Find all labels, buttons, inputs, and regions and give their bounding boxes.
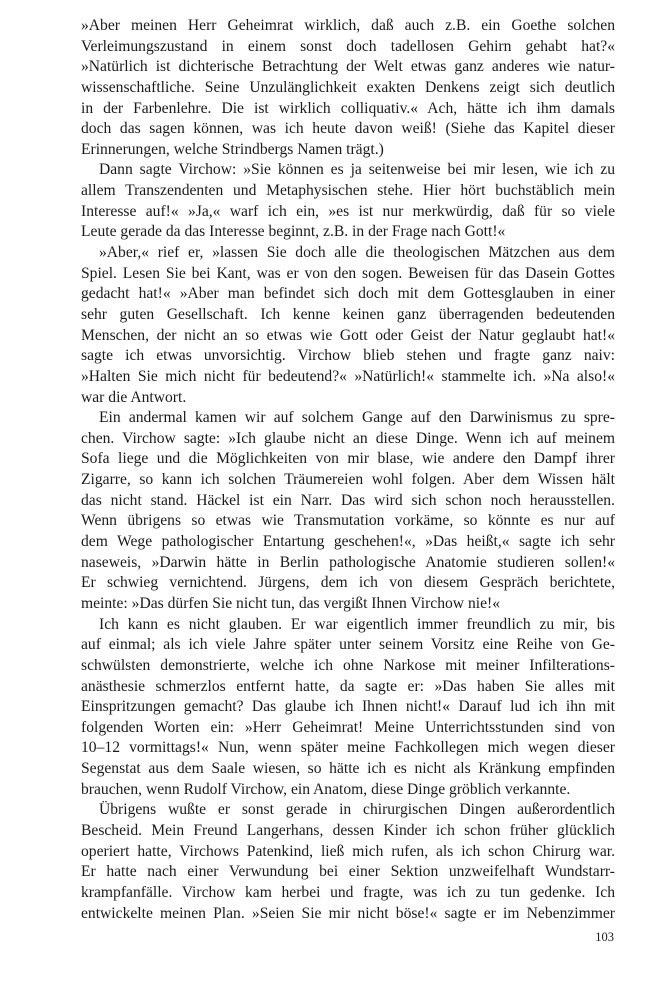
- text-line: Bescheid. Mein Freund Langerhans, dessen Kinder ich schon früher glücklich: [81, 821, 615, 839]
- text-line: schwülsten demonstrierte, welche ich ohne Narkose mit meiner Infilterations-: [81, 656, 615, 674]
- text-line: brauchen, wenn Rudolf Virchow, ein Anatom, diese Dinge gröblich verkannte.: [81, 780, 571, 798]
- text-line: Menschen, der nicht an so etwas wie Gott oder Geist der Natur geglaubt hat!«: [81, 326, 615, 344]
- text-line: Übrigens wußte er sonst gerade in chirurgischen Dingen außerordentlich: [99, 801, 615, 819]
- text-line: Ein andermal kamen wir auf solchem Gange auf den Darwinismus zu spre-: [99, 409, 615, 427]
- text-line: meinte: »Das dürfen Sie nicht tun, das vergißt Ihnen Virchow nie!«: [81, 594, 500, 612]
- page-body: [81, 16, 615, 924]
- text-line: Segenstat aus dem Saale wiesen, so hätte ich es nicht als Kränkung empfinden: [81, 760, 615, 778]
- text-line: wissenschaftliche. Seine Unzulänglichkeit exakten Denkens zeigt sich deutlich: [81, 78, 615, 96]
- text-line: chen. Virchow sagte: »Ich glaube nicht an diese Dinge. Wenn ich auf meinem: [81, 429, 615, 447]
- text-line: Leute gerade da das Interesse beginnt, z.B. in der Frage nach Gott!«: [81, 223, 506, 241]
- text-line: krampfanfälle. Virchow kam herbei und fragte, was ich zu tun gedenke. Ich: [81, 883, 615, 901]
- text-line: Verleimungszustand in einem sonst doch tadellosen Gehirn gehabt hat?«: [81, 37, 615, 55]
- text-line: »Aber,« rief er, »lassen Sie doch alle die theologischen Mätzchen aus dem: [99, 244, 615, 262]
- text-line: in der Farbenlehre. Die ist wirklich colliquativ.« Ach, hätte ich ihm damals: [81, 99, 615, 117]
- text-line: Sofa liege und die Möglichkeiten von mir blase, wie andere den Dampf ihrer: [81, 450, 615, 468]
- paragraph: [81, 243, 615, 408]
- text-line: Wenn übrigens so etwas wie Transmutation vorkäme, so könnte es nur auf: [81, 512, 615, 530]
- text-line: 10–12 vormittags!« Nun, wenn später meine Fachkollegen mich wegen dieser: [81, 739, 615, 757]
- paragraph: [81, 408, 615, 614]
- text-line: entwickelte meinen Plan. »Seien Sie mir nicht böse!« sagte er im Nebenzimmer: [81, 904, 615, 922]
- text-line: war die Antwort.: [81, 388, 187, 406]
- paragraph: [81, 16, 615, 160]
- text-line: doch das sagen können, was ich heute davon weiß! (Siehe das Kapitel dieser: [81, 120, 615, 138]
- text-line: Einspritzungen gemacht? Das glaube ich Ihnen nicht!« Darauf lud ich ihn mit: [81, 698, 615, 716]
- text-line: Interesse auf!« »Ja,« warf ich ein, »es ist nur merkwürdig, daß für so viele: [81, 202, 615, 220]
- text-line: naseweis, »Darwin hätte in Berlin pathologische Anatomie studieren sollen!«: [81, 553, 615, 571]
- text-line: »Natürlich ist dichterische Betrachtung der Welt etwas ganz anderes wie natur-: [81, 58, 615, 76]
- text-line: operiert hatte, Virchows Patenkind, ließ mich rufen, als ich schon Chirurg war.: [81, 842, 615, 860]
- text-line: »Halten Sie mich nicht für bedeutend?« »Natürlich!« stammelte ich. »Na also!«: [81, 367, 615, 385]
- text-line: gedacht hat!« »Aber man befindet sich doch mit dem Gottesglauben in einer: [81, 285, 615, 303]
- page-number: 103: [595, 930, 614, 944]
- text-line: dem Wege pathologischer Entartung geschehen!«, »Das heißt,« sagte ich sehr: [81, 533, 615, 551]
- text-line: sehr guten Gesellschaft. Ich kenne keinen ganz überragenden bedeutenden: [81, 305, 615, 323]
- text-line: Erinnerungen, welche Strindbergs Namen trägt.): [81, 140, 384, 158]
- text-line: Zigarre, so kann ich solchen Träumereien wohl folgen. Aber dem Wissen hält: [81, 471, 615, 489]
- text-line: anästhesie schmerzlos entfernt hatte, da sagte er: »Das haben Sie alles mit: [81, 677, 615, 695]
- text-line: Er hatte nach einer Verwundung bei einer Sektion unzweifelhaft Wundstarr-: [81, 863, 615, 881]
- text-line: Dann sagte Virchow: »Sie können es ja seitenweise bei mir lesen, wie ich zu: [99, 161, 615, 179]
- text-line: Er schwieg vernichtend. Jürgens, dem ich von diesem Gespräch berichtete,: [81, 574, 615, 592]
- text-line: Spiel. Lesen Sie bei Kant, was er von den sogen. Beweisen für das Dasein Gottes: [81, 264, 615, 282]
- text-line: Ich kann es nicht glauben. Er war eigentlich immer freundlich zu mir, bis: [99, 615, 615, 633]
- text-line: sagte ich etwas unvorsichtig. Virchow blieb stehen und fragte ganz naiv:: [81, 347, 615, 365]
- paragraph: [81, 615, 615, 801]
- paragraph: [81, 800, 615, 924]
- text-line: das nicht stand. Häckel ist ein Narr. Das wird sich schon noch herausstellen.: [81, 491, 615, 509]
- text-line: auf einmal; als ich viele Jahre später unter seinem Vorsitz eine Reihe von Ge-: [81, 636, 615, 654]
- text-line: folgenden Worten ein: »Herr Geheimrat! Meine Unterrichtsstunden sind von: [81, 718, 615, 736]
- text-line: »Aber meinen Herr Geheimrat wirklich, daß auch z.B. ein Goethe solchen: [81, 17, 615, 34]
- text-line: allem Transzendenten und Metaphysischen stehe. Hier hört buchstäblich mein: [81, 182, 615, 200]
- paragraph: [81, 160, 615, 243]
